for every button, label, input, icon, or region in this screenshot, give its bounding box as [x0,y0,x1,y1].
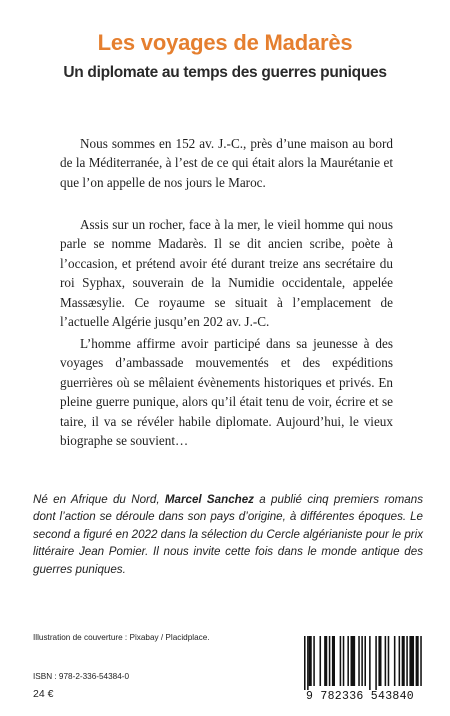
synopsis-paragraph-3: L’homme affirme avoir participé dans sa jeunesse à des voyages d’ambassade mouvementés et des expéditions guerrières où se mêlaient évènements historiques et privés. En pleine guerre punique, alors qu’il était tenu de voir, écrire et se taire, il va se révéler habile diplomate. Aujourd’hui, le vieux biographe se souvient… [60,336,393,449]
author-name: Marcel Sanchez [164,493,254,506]
barcode-bar [402,636,405,686]
barcode-digits: 9 782336 543840 [305,690,415,703]
barcode-bar [340,636,342,686]
barcode-bar [329,636,331,686]
barcode-bar [399,636,401,686]
barcode-bar [351,636,356,686]
barcode-bar [358,636,360,686]
isbn: ISBN : 978-2-336-54384-0 [33,672,130,681]
synopsis-paragraph-1: Nous sommes en 152 av. J.-C., près d’une maison au bord de la Méditerranée, à l’est de ce qui était alors la Maurétanie et que l’on appelle de nos jours le Maroc. [60,136,393,190]
barcode-bar [385,636,387,686]
barcode-bar [320,636,322,686]
barcode-bar [307,636,309,690]
barcode-bar [416,636,419,686]
barcode-bar [313,636,315,686]
barcode-bar [375,636,377,690]
barcode [298,634,422,706]
barcode-bar [394,636,396,686]
barcode-bar [369,636,371,690]
barcode-bar [361,636,363,686]
barcode-bar [388,636,390,686]
synopsis-paragraph-2: Assis sur un rocher, face à la mer, le vieil homme qui nous parle se nomme Madarès. Il se dit ancien scribe, poète à l’occasion, et prétend avoir été durant treize ans secrétaire du roi Syphax, souverain de la Numidie occidentale, appelée Massæsylie. Ce royaume se situait à l’emplacement de l’actuelle Algérie jusqu’en 202 av. J.-C. [60,217,393,330]
barcode-bar [409,636,414,686]
barcode-bar [343,636,345,686]
author-bio [33,491,423,578]
book-title: Les voyages de Madarès [97,30,353,55]
barcode-bar [406,636,408,686]
barcode-bar [309,636,312,686]
price: 24 € [33,688,54,700]
barcode-bar [364,636,366,686]
barcode-bar [304,636,306,690]
barcode-bars [298,634,422,690]
barcode-bar [332,636,335,686]
barcode-bar [378,636,381,686]
barcode-bar [420,636,422,686]
barcode-bar [324,636,327,686]
barcode-bar [347,636,349,686]
author-bio-text: a publié cinq premiers romans dont l’action se déroule dans son pays d’origine, à différentes époques. Le second a figuré en 2022 dans la sélection du Cercle algérianiste pour le prix littéraire Jean Pomier. Il nous invite cette fois dans le monde antique des guerres puniques. [33,493,423,576]
book-subtitle: Un diplomate au temps des guerres puniques [63,64,387,81]
author-bio-intro: Né en Afrique du Nord, [33,493,165,506]
cover-credit: Illustration de couverture : Pixabay / Placidplace. [33,633,210,642]
